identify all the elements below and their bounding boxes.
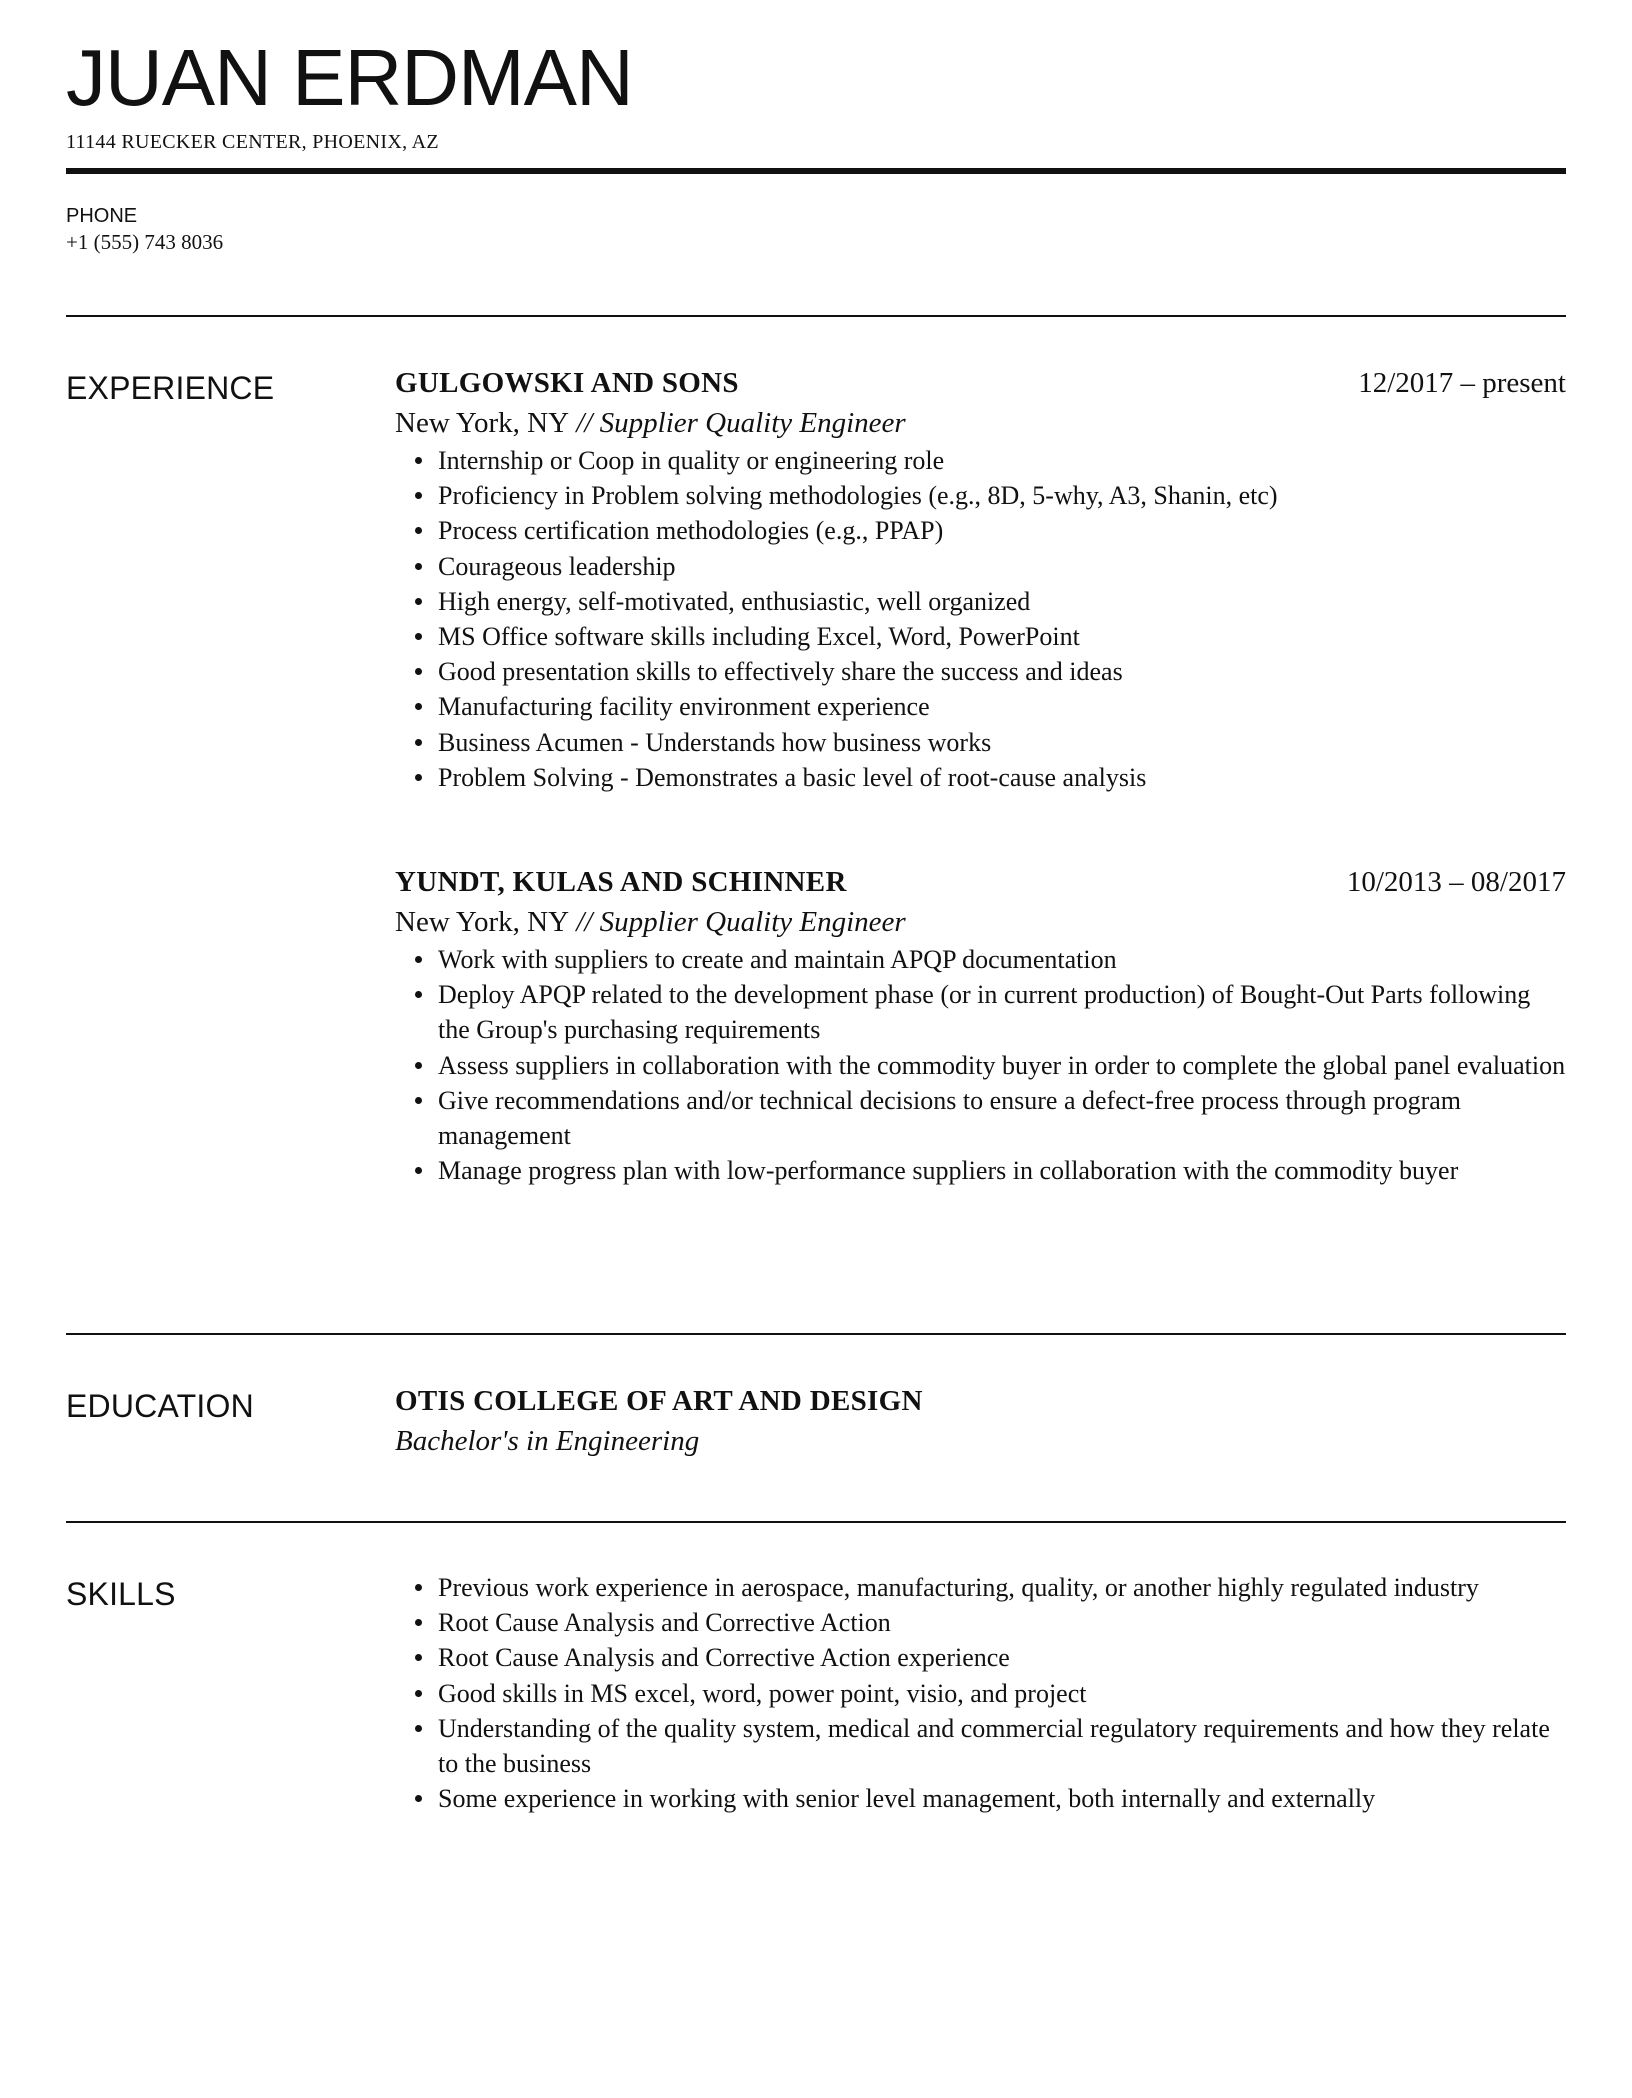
job-entry	[395, 365, 1566, 795]
list-item: Deploy APQP related to the development phase (or in current production) of Bought-Out Parts following the Group's purchasing requirements	[395, 977, 1566, 1047]
list-item: Understanding of the quality system, medical and commercial regulatory requirements and how they relate to the business	[395, 1711, 1566, 1781]
job-entry	[395, 864, 1566, 1188]
job-separator: //	[569, 906, 600, 938]
section-divider	[66, 1521, 1566, 1523]
job-dates: 12/2017 – present	[1358, 367, 1566, 399]
education-school: OTIS COLLEGE OF ART AND DESIGN	[395, 1385, 923, 1417]
job-role: Supplier Quality Engineer	[599, 407, 906, 439]
job-company: GULGOWSKI AND SONS	[395, 367, 739, 399]
section-divider	[66, 315, 1566, 317]
phone-label: PHONE	[66, 205, 138, 227]
job-location: New York, NY	[395, 906, 570, 938]
job-subline	[395, 403, 1566, 443]
job-subline	[395, 902, 1566, 942]
job-bullets	[395, 443, 1566, 795]
header-divider	[66, 168, 1566, 174]
list-item: Proficiency in Problem solving methodologies (e.g., 8D, 5-why, A3, Shanin, etc)	[395, 478, 1566, 513]
education-section-title: EDUCATION	[66, 1388, 254, 1424]
job-company: YUNDT, KULAS AND SCHINNER	[395, 866, 847, 898]
candidate-name: JUAN ERDMAN	[66, 33, 633, 122]
list-item: Process certification methodologies (e.g., PPAP)	[395, 513, 1566, 548]
list-item: Root Cause Analysis and Corrective Action experience	[395, 1640, 1566, 1675]
resume-page	[66, 0, 1566, 1814]
list-item: Internship or Coop in quality or engineering role	[395, 443, 1566, 478]
list-item: Courageous leadership	[395, 549, 1566, 584]
education-entry	[395, 1383, 1566, 1461]
list-item: Give recommendations and/or technical decisions to ensure a defect-free process through program management	[395, 1083, 1566, 1153]
list-item: Good skills in MS excel, word, power point, visio, and project	[395, 1676, 1566, 1711]
list-item: Manufacturing facility environment experience	[395, 689, 1566, 724]
list-item: Assess suppliers in collaboration with the commodity buyer in order to complete the global panel evaluation	[395, 1048, 1566, 1083]
list-item: High energy, self-motivated, enthusiastic, well organized	[395, 584, 1566, 619]
list-item: Work with suppliers to create and maintain APQP documentation	[395, 942, 1566, 977]
skills-entry	[395, 1570, 1566, 1816]
job-separator: //	[569, 407, 600, 439]
list-item: Manage progress plan with low-performance suppliers in collaboration with the commodity buyer	[395, 1153, 1566, 1188]
list-item: Previous work experience in aerospace, manufacturing, quality, or another highly regulated industry	[395, 1570, 1566, 1605]
list-item: Root Cause Analysis and Corrective Action	[395, 1605, 1566, 1640]
list-item: Some experience in working with senior level management, both internally and externally	[395, 1781, 1566, 1816]
skills-list	[395, 1570, 1566, 1816]
job-bullets	[395, 942, 1566, 1188]
list-item: MS Office software skills including Excel, Word, PowerPoint	[395, 619, 1566, 654]
job-dates: 10/2013 – 08/2017	[1346, 866, 1566, 898]
list-item: Business Acumen - Understands how business works	[395, 725, 1566, 760]
job-location: New York, NY	[395, 407, 570, 439]
education-degree: Bachelor's in Engineering	[395, 1425, 700, 1457]
phone-value: +1 (555) 743 8036	[66, 230, 224, 254]
list-item: Good presentation skills to effectively share the success and ideas	[395, 654, 1566, 689]
experience-section-title: EXPERIENCE	[66, 370, 275, 406]
list-item: Problem Solving - Demonstrates a basic level of root-cause analysis	[395, 760, 1566, 795]
job-role: Supplier Quality Engineer	[599, 906, 906, 938]
candidate-address: 11144 RUECKER CENTER, PHOENIX, AZ	[66, 131, 439, 153]
skills-section-title: SKILLS	[66, 1576, 176, 1612]
contact-block	[66, 204, 223, 256]
section-divider	[66, 1333, 1566, 1335]
